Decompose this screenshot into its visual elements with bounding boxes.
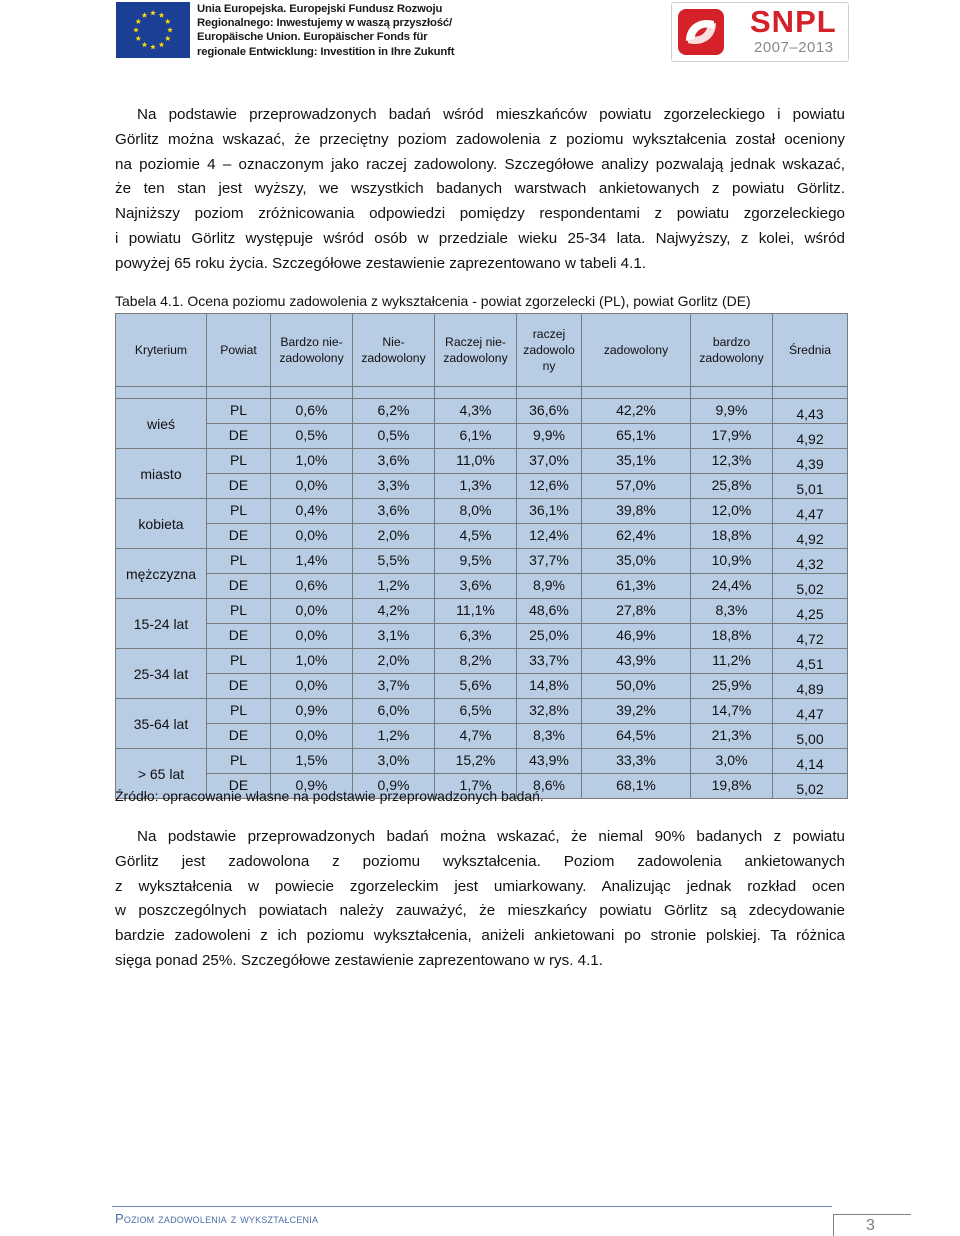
eu-flag-logo — [116, 2, 190, 58]
average-cell: 4,39 — [773, 449, 848, 474]
closing-line: Görlitz jest zadowolona z poziomu wykształcenia. Poziom zadowolenia ankietowanych — [115, 852, 845, 870]
spacer-cell — [353, 387, 435, 399]
spacer-cell — [691, 387, 773, 399]
percent-cell: 4,5% — [435, 524, 517, 549]
percent-cell: 50,0% — [582, 674, 691, 699]
percent-cell: 65,1% — [582, 424, 691, 449]
percent-cell: 18,8% — [691, 524, 773, 549]
percent-cell: 9,5% — [435, 549, 517, 574]
percent-cell: 11,2% — [691, 649, 773, 674]
table-row — [116, 674, 848, 699]
snpl-logo — [671, 2, 849, 62]
average-cell: 5,01 — [773, 474, 848, 499]
criterion-cell: 15-24 lat — [116, 599, 207, 649]
table-header-row — [116, 314, 848, 387]
percent-cell: 8,0% — [435, 499, 517, 524]
percent-cell: 8,3% — [691, 599, 773, 624]
percent-cell: 3,7% — [353, 674, 435, 699]
powiat-cell: DE — [207, 774, 271, 799]
percent-cell: 0,5% — [353, 424, 435, 449]
table-spacer-row — [116, 387, 848, 399]
table-row — [116, 724, 848, 749]
percent-cell: 3,3% — [353, 474, 435, 499]
percent-cell: 0,0% — [271, 599, 353, 624]
percent-cell: 3,0% — [353, 749, 435, 774]
percent-cell: 36,1% — [517, 499, 582, 524]
powiat-cell: DE — [207, 524, 271, 549]
percent-cell: 17,9% — [691, 424, 773, 449]
percent-cell: 1,7% — [435, 774, 517, 799]
percent-cell: 5,6% — [435, 674, 517, 699]
percent-cell: 0,6% — [271, 399, 353, 424]
closing-line: Na podstawie przeprowadzonych badań można wskazać, że niemal 90% badanych z powiatu — [137, 828, 845, 845]
criterion-cell: 35-64 lat — [116, 699, 207, 749]
intro-line: na poziomie 4 – oznaczonym jako raczej zadowolony. Szczegółowe analizy pozwalają jednak wskazać, — [115, 155, 845, 173]
powiat-cell: PL — [207, 499, 271, 524]
percent-cell: 21,3% — [691, 724, 773, 749]
powiat-cell: PL — [207, 649, 271, 674]
powiat-cell: DE — [207, 574, 271, 599]
percent-cell: 6,0% — [353, 699, 435, 724]
table-row — [116, 549, 848, 574]
percent-cell: 68,1% — [582, 774, 691, 799]
average-cell: 4,89 — [773, 674, 848, 699]
percent-cell: 11,0% — [435, 449, 517, 474]
page-header — [0, 0, 960, 66]
average-cell: 4,92 — [773, 524, 848, 549]
average-cell: 4,47 — [773, 699, 848, 724]
percent-cell: 25,8% — [691, 474, 773, 499]
spacer-cell — [517, 387, 582, 399]
percent-cell: 33,3% — [582, 749, 691, 774]
percent-cell: 8,9% — [517, 574, 582, 599]
intro-line: Na podstawie przeprowadzonych badań wśród mieszkańców powiatu zgorzeleckiego i powiatu — [137, 106, 845, 123]
header-very-satisfied: bardzo zadowolony — [691, 314, 773, 387]
percent-cell: 0,0% — [271, 674, 353, 699]
table-caption: Tabela 4.1. Ocena poziomu zadowolenia z wykształcenia - powiat zgorzelecki (PL), powiat Gorlitz (DE) — [115, 293, 751, 309]
percent-cell: 2,0% — [353, 649, 435, 674]
percent-cell: 42,2% — [582, 399, 691, 424]
percent-cell: 9,9% — [691, 399, 773, 424]
header-rather-satisfied: raczej zadowolo ny — [517, 314, 582, 387]
percent-cell: 33,7% — [517, 649, 582, 674]
table-row — [116, 449, 848, 474]
percent-cell: 1,0% — [271, 649, 353, 674]
average-cell: 4,51 — [773, 649, 848, 674]
average-cell: 5,00 — [773, 724, 848, 749]
percent-cell: 3,1% — [353, 624, 435, 649]
percent-cell: 46,9% — [582, 624, 691, 649]
eu-line-3: Europäische Union. Europäischer Fonds für — [197, 31, 428, 44]
percent-cell: 1,4% — [271, 549, 353, 574]
average-cell: 4,43 — [773, 399, 848, 424]
criterion-cell: mężczyzna — [116, 549, 207, 599]
average-cell: 4,92 — [773, 424, 848, 449]
percent-cell: 32,8% — [517, 699, 582, 724]
percent-cell: 27,8% — [582, 599, 691, 624]
intro-line: że ten stan jest wyższy, we wszystkich badanych warstwach ankietowanych z powiatu Görlitz. — [115, 180, 845, 198]
powiat-cell: PL — [207, 749, 271, 774]
closing-line: z wykształcenia w powiecie zgorzeleckim jest umiarkowany. Analizując jednak rozkład ocen — [115, 877, 845, 895]
percent-cell: 12,4% — [517, 524, 582, 549]
header-rather-dissatisfied: Raczej nie-zadowolony — [435, 314, 517, 387]
criterion-cell: kobieta — [116, 499, 207, 549]
snpl-years: 2007–2013 — [754, 39, 834, 56]
closing-line: bardzie zadowoleni z ich poziomu wykształcenia, aniżeli ankietowani po stronie polskiej. Ta różnica — [115, 927, 845, 945]
average-cell: 4,72 — [773, 624, 848, 649]
percent-cell: 4,7% — [435, 724, 517, 749]
percent-cell: 0,0% — [271, 524, 353, 549]
table-row — [116, 499, 848, 524]
intro-paragraph — [115, 103, 845, 277]
percent-cell: 64,5% — [582, 724, 691, 749]
percent-cell: 0,4% — [271, 499, 353, 524]
page-number: 3 — [866, 1217, 875, 1234]
powiat-cell: DE — [207, 424, 271, 449]
percent-cell: 35,0% — [582, 549, 691, 574]
percent-cell: 25,9% — [691, 674, 773, 699]
intro-line: Görlitz można wskazać, że przeciętny poziom zadowolenia z poziomu wykształcenia został oceniony — [115, 130, 845, 148]
percent-cell: 12,3% — [691, 449, 773, 474]
closing-line: w poszczególnych powiatach należy zauważyć, że mieszkańcy powiatu Görlitz są zdecydowanie — [115, 902, 845, 920]
percent-cell: 18,8% — [691, 624, 773, 649]
intro-line: Najniższy poziom zróżnicowania odpowiedzi pomiędzy respondentami z powiatu zgorzeleckiego — [115, 205, 845, 223]
percent-cell: 1,0% — [271, 449, 353, 474]
table-row — [116, 699, 848, 724]
percent-cell: 6,5% — [435, 699, 517, 724]
eu-flag-stars — [116, 2, 190, 58]
header-very-dissatisfied: Bardzo nie-zadowolony — [271, 314, 353, 387]
percent-cell: 4,2% — [353, 599, 435, 624]
powiat-cell: DE — [207, 724, 271, 749]
percent-cell: 39,2% — [582, 699, 691, 724]
powiat-cell: PL — [207, 699, 271, 724]
percent-cell: 12,6% — [517, 474, 582, 499]
footer-divider — [112, 1206, 832, 1207]
percent-cell: 35,1% — [582, 449, 691, 474]
percent-cell: 48,6% — [517, 599, 582, 624]
percent-cell: 0,9% — [271, 699, 353, 724]
header-powiat: Powiat — [207, 314, 271, 387]
spacer-cell — [207, 387, 271, 399]
satisfaction-table — [115, 313, 848, 799]
header-dissatisfied: Nie-zadowolony — [353, 314, 435, 387]
eu-line-2: Regionalnego: Inwestujemy w waszą przyszłość/ — [197, 17, 453, 30]
snpl-emblem-icon — [676, 7, 726, 57]
percent-cell: 0,5% — [271, 424, 353, 449]
percent-cell: 3,6% — [435, 574, 517, 599]
snpl-title: SNPL — [750, 4, 837, 39]
percent-cell: 1,2% — [353, 574, 435, 599]
closing-line: sięga ponad 25%. Szczegółowe zestawienie zaprezentowano w rys. 4.1. — [115, 951, 603, 969]
percent-cell: 57,0% — [582, 474, 691, 499]
percent-cell: 0,0% — [271, 724, 353, 749]
percent-cell: 14,8% — [517, 674, 582, 699]
percent-cell: 3,6% — [353, 499, 435, 524]
percent-cell: 6,1% — [435, 424, 517, 449]
eu-line-4: regionale Entwicklung: Investition in Ihre Zukunft — [197, 45, 455, 58]
table-row — [116, 624, 848, 649]
spacer-cell — [773, 387, 848, 399]
header-satisfied: zadowolony — [582, 314, 691, 387]
percent-cell: 62,4% — [582, 524, 691, 549]
percent-cell: 6,2% — [353, 399, 435, 424]
header-average: Średnia — [773, 314, 848, 387]
powiat-cell: DE — [207, 674, 271, 699]
table-row — [116, 399, 848, 424]
percent-cell: 8,6% — [517, 774, 582, 799]
percent-cell: 19,8% — [691, 774, 773, 799]
percent-cell: 15,2% — [435, 749, 517, 774]
powiat-cell: DE — [207, 624, 271, 649]
percent-cell: 10,9% — [691, 549, 773, 574]
percent-cell: 37,7% — [517, 549, 582, 574]
percent-cell: 37,0% — [517, 449, 582, 474]
table-row — [116, 599, 848, 624]
percent-cell: 6,3% — [435, 624, 517, 649]
percent-cell: 12,0% — [691, 499, 773, 524]
percent-cell: 43,9% — [517, 749, 582, 774]
percent-cell: 24,4% — [691, 574, 773, 599]
intro-line: powyżej 65 roku życia. Szczegółowe zestawienie zaprezentowano w tabeli 4.1. — [115, 254, 647, 272]
percent-cell: 9,9% — [517, 424, 582, 449]
percent-cell: 14,7% — [691, 699, 773, 724]
average-cell: 5,02 — [773, 574, 848, 599]
percent-cell: 1,5% — [271, 749, 353, 774]
percent-cell: 25,0% — [517, 624, 582, 649]
percent-cell: 3,0% — [691, 749, 773, 774]
powiat-cell: PL — [207, 549, 271, 574]
percent-cell: 3,6% — [353, 449, 435, 474]
table-row — [116, 649, 848, 674]
table-row — [116, 474, 848, 499]
powiat-cell: PL — [207, 399, 271, 424]
table-row — [116, 524, 848, 549]
percent-cell: 2,0% — [353, 524, 435, 549]
eu-funding-text — [197, 2, 457, 59]
average-cell: 4,32 — [773, 549, 848, 574]
percent-cell: 1,3% — [435, 474, 517, 499]
percent-cell: 1,2% — [353, 724, 435, 749]
table-row — [116, 424, 848, 449]
spacer-cell — [435, 387, 517, 399]
percent-cell: 43,9% — [582, 649, 691, 674]
average-cell: 5,02 — [773, 774, 848, 799]
spacer-cell — [271, 387, 353, 399]
average-cell: 4,25 — [773, 599, 848, 624]
powiat-cell: DE — [207, 474, 271, 499]
average-cell: 4,14 — [773, 749, 848, 774]
percent-cell: 0,0% — [271, 624, 353, 649]
intro-line: i powiatu Görlitz występuje wśród osób w przedziale wieku 25-34 lata. Najwyższy, z kolei, wśród — [115, 229, 845, 247]
percent-cell: 5,5% — [353, 549, 435, 574]
table-row — [116, 574, 848, 599]
powiat-cell: PL — [207, 599, 271, 624]
percent-cell: 0,9% — [271, 774, 353, 799]
percent-cell: 36,6% — [517, 399, 582, 424]
footer-chapter-title — [115, 1211, 318, 1226]
header-criterion: Kryterium — [116, 314, 207, 387]
percent-cell: 8,2% — [435, 649, 517, 674]
footer-chapter-text: Poziom zadowolenia z wykształcenia — [115, 1211, 319, 1226]
spacer-cell — [582, 387, 691, 399]
average-cell: 4,47 — [773, 499, 848, 524]
criterion-cell: > 65 lat — [116, 749, 207, 799]
percent-cell: 0,6% — [271, 574, 353, 599]
percent-cell: 0,9% — [353, 774, 435, 799]
spacer-cell — [116, 387, 207, 399]
percent-cell: 0,0% — [271, 474, 353, 499]
table-source: Źródło: opracowanie własne na podstawie przeprowadzonych badań. — [115, 788, 544, 804]
criterion-cell: wieś — [116, 399, 207, 449]
percent-cell: 4,3% — [435, 399, 517, 424]
percent-cell: 61,3% — [582, 574, 691, 599]
criterion-cell: 25-34 lat — [116, 649, 207, 699]
table-row — [116, 749, 848, 774]
table-body — [116, 387, 848, 799]
percent-cell: 11,1% — [435, 599, 517, 624]
percent-cell: 39,8% — [582, 499, 691, 524]
powiat-cell: PL — [207, 449, 271, 474]
closing-paragraph — [115, 825, 845, 974]
percent-cell: 8,3% — [517, 724, 582, 749]
eu-line-1: Unia Europejska. Europejski Fundusz Rozwoju — [197, 3, 443, 15]
criterion-cell: miasto — [116, 449, 207, 499]
